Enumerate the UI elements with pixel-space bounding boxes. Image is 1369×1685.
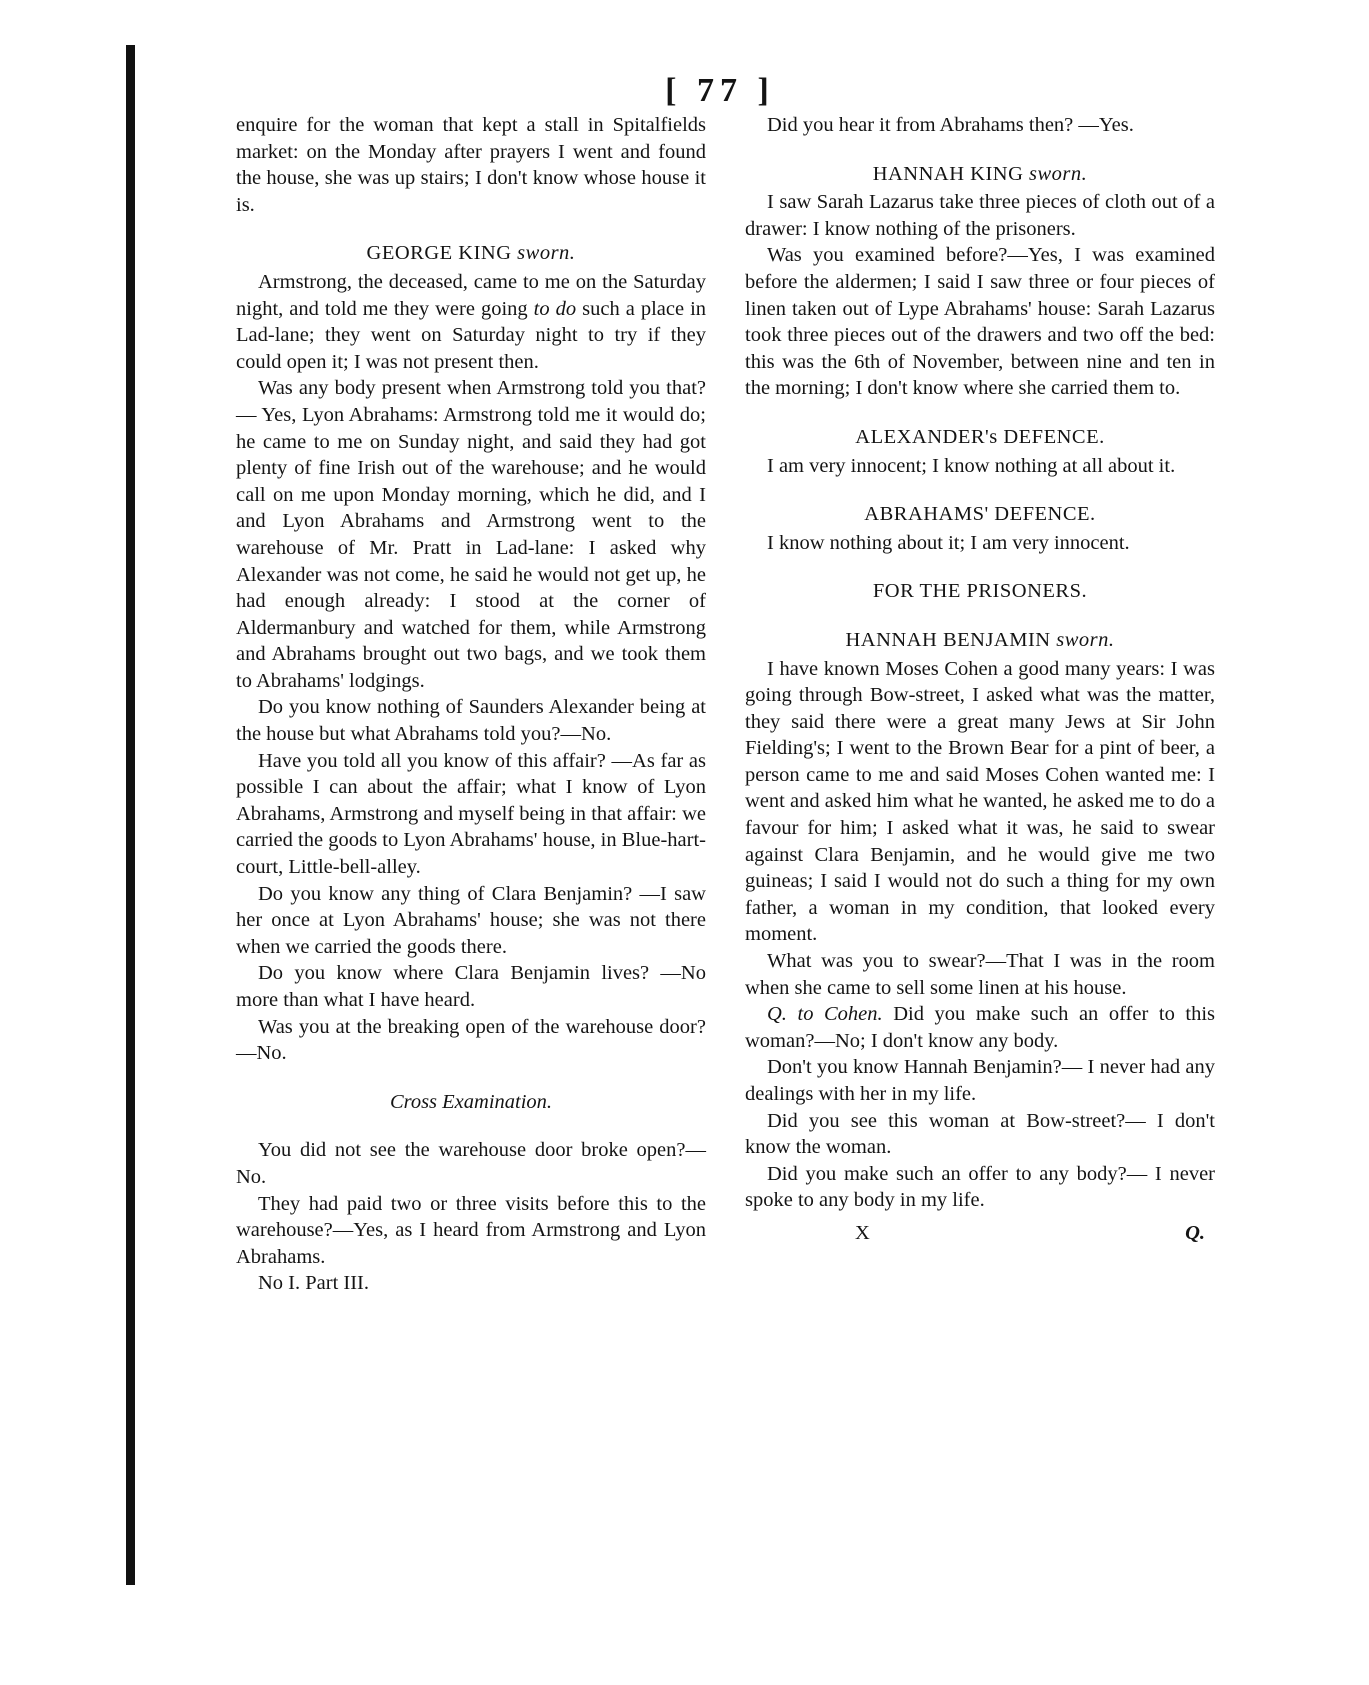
paragraph: Did you see this woman at Bow-street?— I don't know the woman.	[745, 1109, 1215, 1159]
paragraph: Was any body present when Armstrong told you that? — Yes, Lyon Abrahams: Armstrong told me it would do; he came to me on Sunday night, and said they had got plenty of fine Irish out of the warehouse; and he would call on me upon Monday morning, which he did, and I and Lyon Abrahams and Armstrong went to the warehouse of Mr. Pratt in Lad-lane: I asked why Alexander was not come, he said he would not get up, he had enough already: I stood at the corner of Aldermanbury and watched for them, while Armstrong and Abrahams brought out two bags, and we took them to Abrahams' lodgings.	[236, 377, 706, 692]
text-run: Did you make such an offer to this woman?—No; I don't know any body.	[745, 1003, 1215, 1052]
left-column	[236, 112, 706, 1297]
page-number: [ 77 ]	[665, 72, 775, 109]
paragraph	[745, 1001, 1215, 1054]
paragraph: Do you know nothing of Saunders Alexander being at the house but what Abrahams told you?—No.	[236, 696, 706, 746]
text-run: such a place in Lad-lane; they went on Saturday night to try if they could open it; I was not present then.	[236, 297, 707, 373]
defence-heading-alexander: ALEXANDER's DEFENCE.	[855, 425, 1105, 448]
witness-heading-hannah-king	[745, 161, 1215, 188]
paragraph: Did you hear it from Abrahams then? —Yes.	[767, 114, 1134, 136]
paragraph: Was you examined before?—Yes, I was examined before the aldermen; I said I saw three or four pieces of linen taken out of Lype Abrahams' house: Sarah Lazarus took three pieces out of the drawers and two off the bed: this was the 6th of November, between nine and ten in the morning; I don't know where she carried them to.	[745, 244, 1215, 400]
paragraph: I have known Moses Cohen a good many years: I was going through Bow-street, I asked what was the matter, they said there were a great many Jews at Sir John Fielding's; I went to the Brown Bear for a pint of beer, a person came to me and said Moses Cohen wanted me: I went and asked him what he wanted, he asked me to do a favour for him; I asked what it was, he said to swear against Clara Benjamin, and he would give me two guineas; I said I would not do such a thing for my own father, a woman in my condition, that looked every moment.	[745, 657, 1215, 946]
cross-examination-heading: Cross Examination.	[389, 1090, 553, 1113]
paragraph: Don't you know Hannah Benjamin?— I never had any dealings with her in my life.	[745, 1056, 1215, 1105]
binding-edge	[126, 45, 135, 1585]
right-column	[745, 112, 1215, 1250]
section-heading-for-the-prisoners: FOR THE PRISONERS.	[872, 580, 1088, 603]
paragraph: Did you make such an offer to any body?— I never spoke to any body in my life.	[745, 1162, 1215, 1212]
signature-letter: X	[855, 1221, 870, 1244]
italic-run: to do	[533, 297, 577, 320]
witness-name: HANNAH KING	[872, 162, 1024, 185]
defence-heading-abrahams: ABRAHAMS' DEFENCE.	[864, 503, 1096, 526]
paragraph: I saw Sarah Lazarus take three pieces of cloth out of a drawer: I know nothing of the prisoners.	[745, 191, 1215, 240]
paragraph: What was you to swear?—That I was in the room when she came to sell some linen at his house.	[745, 950, 1215, 999]
sworn-label: sworn.	[517, 242, 576, 265]
text-run: Armstrong, the deceased, came to me on the Saturday night, and told me they were going	[236, 270, 706, 320]
catchword: Q.	[1185, 1221, 1205, 1244]
paragraph: Do you know where Clara Benjamin lives? —No more than what I have heard.	[236, 962, 706, 1011]
page-footer	[745, 1220, 1215, 1250]
paragraph: Was you at the breaking open of the warehouse door?—No.	[236, 1015, 706, 1065]
witness-name: GEORGE KING	[366, 242, 512, 265]
paragraph	[236, 269, 706, 375]
sworn-label: sworn.	[1056, 628, 1115, 651]
paragraph: I am very innocent; I know nothing at all about it.	[767, 454, 1176, 477]
paragraph: enquire for the woman that kept a stall in Spitalfields market: on the Monday after prayers I went and found the house, she was up stairs; I don't know whose house it is.	[236, 114, 706, 216]
witness-heading-hannah-benjamin	[745, 627, 1215, 654]
sworn-label: sworn.	[1029, 162, 1088, 185]
signature-mark: No I. Part III.	[258, 1272, 370, 1295]
paragraph: I know nothing about it; I am very innocent.	[767, 531, 1130, 554]
paragraph: Have you told all you know of this affair? —As far as possible I can about the affair; what I know of Lyon Abrahams, Armstrong and myself being in that affair: we carried the goods to Lyon Abrahams' house, in Blue-hart-court, Little-bell-alley.	[236, 749, 706, 879]
paragraph: They had paid two or three visits before this to the warehouse?—Yes, as I heard from Armstrong and Lyon Abrahams.	[236, 1192, 706, 1268]
paragraph: You did not see the warehouse door broke open?—No.	[236, 1139, 706, 1188]
witness-name: HANNAH BENJAMIN	[845, 628, 1051, 651]
question-label: Q. to Cohen.	[767, 1003, 883, 1026]
witness-heading-george-king	[236, 240, 706, 267]
paragraph: Do you know any thing of Clara Benjamin? —I saw her once at Lyon Abrahams' house; she was not there when we carried the goods there.	[236, 882, 706, 958]
